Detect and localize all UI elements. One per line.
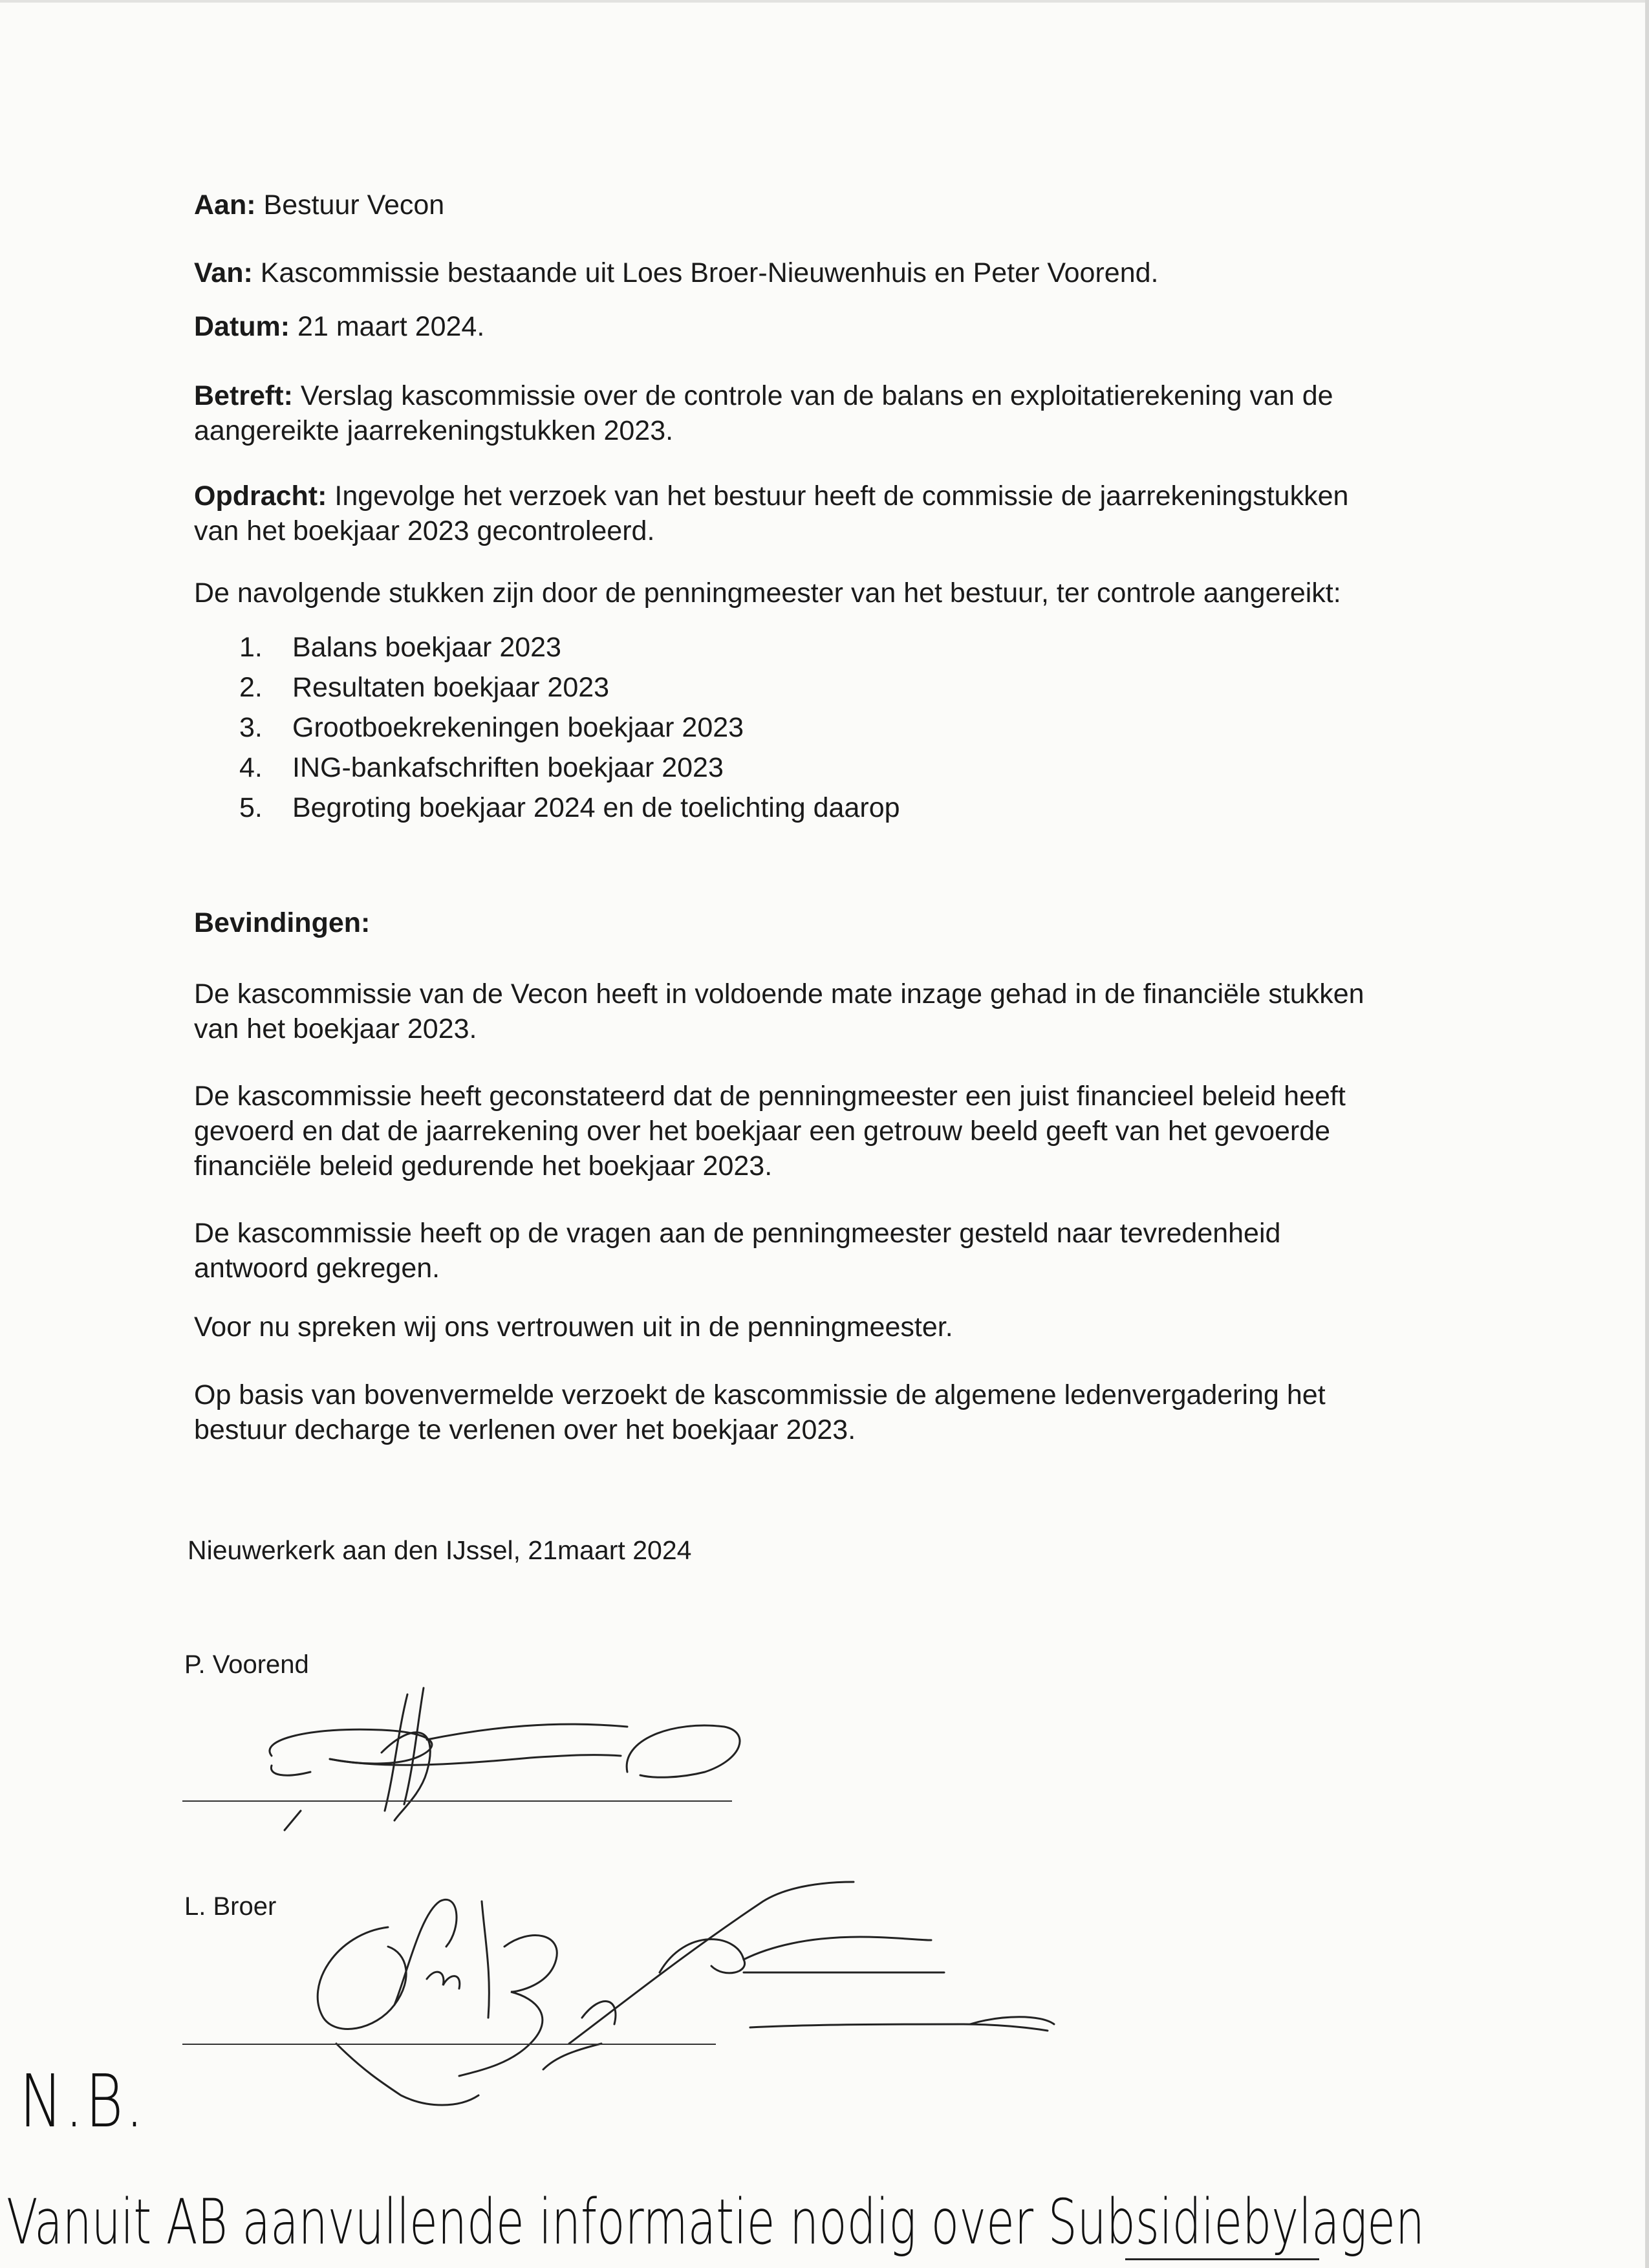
opdracht-label: Opdracht: [194, 481, 327, 512]
findings-paragraph-2: De kascommissie heeft geconstateerd dat de penningmeester een juist financieel beleid heeft gevoerd en dat de jaarrekening over het boekjaar een getrouw beeld geeft van het gevoerde financiële beleid gedurende het boekjaar 2023. [194, 1081, 1346, 1182]
list-item: 1. Balans boekjaar 2023 [239, 632, 561, 663]
van-line [194, 255, 1455, 290]
datum-label: Datum: [194, 311, 290, 342]
findings-heading: Bevindingen: [194, 907, 371, 938]
signature-line-broer [182, 2044, 716, 2045]
list-item: 2. Resultaten boekjaar 2023 [239, 672, 610, 703]
scan-edge-right [1645, 0, 1649, 2268]
list-item: 3. Grootboekrekeningen boekjaar 2023 [239, 712, 744, 743]
van-value: Kascommissie bestaande uit Loes Broer-Nieuwenhuis en Peter Voorend. [252, 257, 1159, 288]
aan-label: Aan: [194, 189, 256, 221]
intro-text: De navolgende stukken zijn door de penningmeester van het bestuur, ter controle aangereikt: [194, 578, 1341, 609]
findings-paragraph-1: De kascommissie van de Vecon heeft in voldoende mate inzage gehad in de financiële stukken van het boekjaar 2023. [194, 978, 1364, 1044]
signatory-name-broer: L. Broer [184, 1892, 277, 1921]
aan-value: Bestuur Vecon [255, 189, 445, 221]
documents-list [239, 627, 1403, 828]
betreft-label: Betreft: [194, 380, 293, 411]
signature-broer [297, 1875, 1170, 2121]
handwritten-note-text: Vanuit AB aanvullende informatie nodig over Subsidiebylagen [6, 2186, 1425, 2258]
scan-edge-top [0, 0, 1649, 3]
handwritten-note-nb: N.B. [19, 2060, 146, 2144]
opdracht-value-2: van het boekjaar 2023 gecontroleerd. [194, 515, 655, 546]
aan-line [194, 188, 1455, 222]
datum-value: 21 maart 2024. [290, 311, 485, 342]
findings-paragraph-4: Voor nu spreken wij ons vertrouwen uit in de penningmeester. [194, 1312, 953, 1343]
datum-line [194, 309, 1455, 344]
handwritten-underline [1125, 2258, 1319, 2260]
list-item: 4. ING-bankafschriften boekjaar 2023 [239, 752, 724, 783]
betreft-value-1: Verslag kascommissie over de controle van de balans en exploitatierekening van de [292, 380, 1333, 411]
signature-line-voorend [182, 1800, 732, 1802]
place-date: Nieuwerkerk aan den IJssel, 21maart 2024 [188, 1535, 692, 1565]
betreft-value-2: aangereikte jaarrekeningstukken 2023. [194, 415, 674, 446]
list-item: 5. Begroting boekjaar 2024 en de toelichting daarop [239, 792, 900, 823]
opdracht-value-1: Ingevolge het verzoek van het bestuur heeft de commissie de jaarrekeningstukken [327, 481, 1349, 512]
signature-voorend [233, 1681, 776, 1850]
van-label: Van: [194, 257, 253, 288]
findings-paragraph-3: De kascommissie heeft op de vragen aan de penningmeester gesteld naar tevredenheid antwoord gekregen. [194, 1218, 1281, 1284]
findings-paragraph-5: Op basis van bovenvermelde verzoekt de kascommissie de algemene ledenvergadering het bestuur decharge te verlenen over het boekjaar 2023. [194, 1379, 1326, 1445]
betreft-block [194, 378, 1455, 448]
signatory-name-voorend: P. Voorend [184, 1650, 309, 1679]
opdracht-block [194, 479, 1455, 548]
